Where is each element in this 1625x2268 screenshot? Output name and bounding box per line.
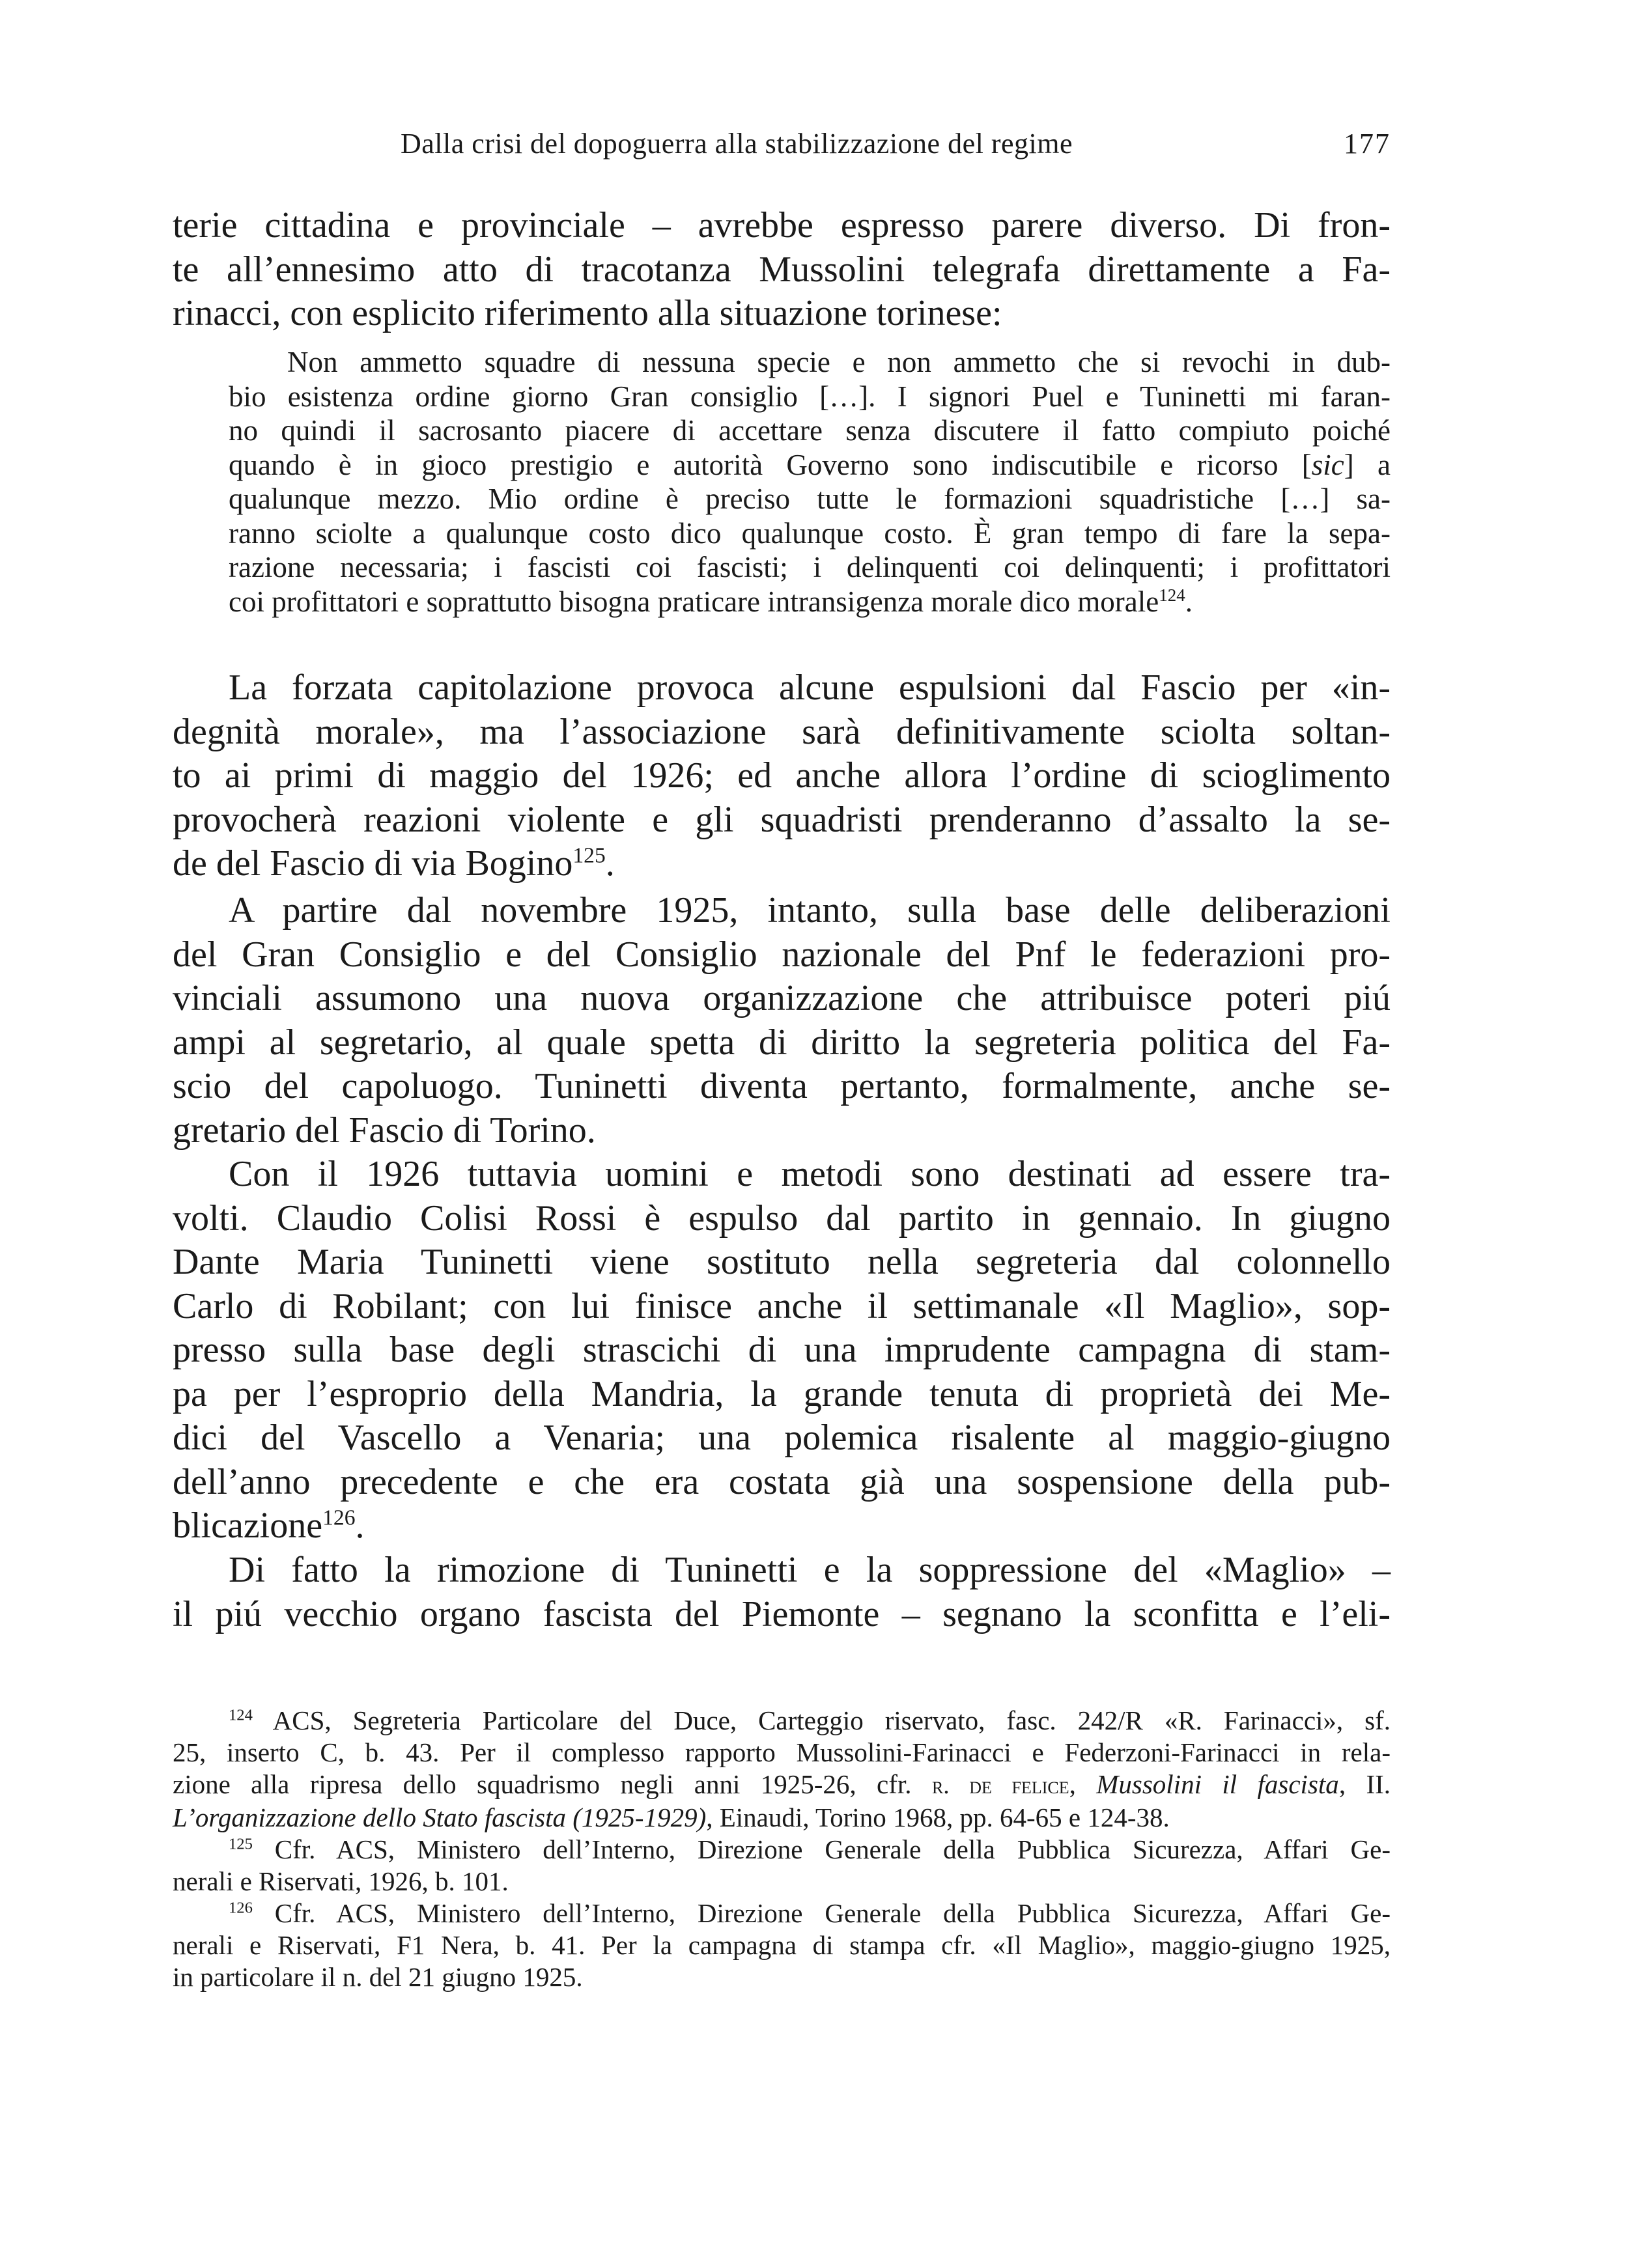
quote-line: no quindi il sacrosanto piacere di accettare senza discutere il fatto compiuto poiché bbox=[229, 414, 1391, 447]
footnote-line: 25, inserto C, b. 43. Per il complesso rapporto Mussolini-Farinacci e Federzoni-Farinacci in rela- bbox=[173, 1737, 1391, 1767]
footnote-line bbox=[173, 1834, 1391, 1866]
text-line: ampi al segretario, al quale spetta di diritto la segreteria politica del Fa- bbox=[173, 1022, 1391, 1063]
text-line: provocherà reazioni violente e gli squadristi prenderanno d’assalto la se- bbox=[173, 799, 1391, 840]
footnote-text: zione alla ripresa dello squadrismo negli anni 1925-26, cfr. bbox=[173, 1769, 912, 1799]
footnote-126 bbox=[173, 1897, 1391, 1993]
footnote-title: L’organizzazione dello Stato fascista (1925-1929) bbox=[173, 1802, 707, 1832]
text-line: dici del Vascello a Venaria; una polemica risalente al maggio-giugno bbox=[173, 1418, 1391, 1458]
text-line: de del Fascio di via Bogino$^{125}$. bbox=[173, 843, 615, 884]
text-line: rinacci, con esplicito riferimento alla situazione torinese: bbox=[173, 293, 1002, 333]
text-line: pa per l’esproprio della Mandria, la grande tenuta di proprietà dei Me- bbox=[173, 1373, 1391, 1414]
text-line: vinciali assumono una nuova organizzazione che attribuisce poteri piú bbox=[173, 978, 1391, 1018]
text-line: gretario del Fascio di Torino. bbox=[173, 1110, 596, 1151]
footnote-author: r. de felice bbox=[931, 1772, 1069, 1799]
para3-last-text: blicazione bbox=[173, 1505, 323, 1546]
quote-line: ranno sciolte a qualunque costo dico qualunque costo. È gran tempo di fare la sepa- bbox=[229, 516, 1391, 550]
text-line: il piú vecchio organo fascista del Piemonte – segnano la sconfitta e l’eli- bbox=[173, 1593, 1391, 1634]
quote-line: qualunque mezzo. Mio ordine è preciso tutte le formazioni squadristiche […] sa- bbox=[229, 483, 1391, 515]
text-line: presso sulla base degli strascichi di una imprudente campagna di stam- bbox=[173, 1330, 1391, 1370]
text-line: degnità morale», ma l’associazione sarà definitivamente sciolta soltan- bbox=[173, 711, 1391, 752]
footnote-number: 124 bbox=[229, 1706, 253, 1724]
footnote-line bbox=[173, 1897, 1391, 1929]
footnote-line bbox=[173, 1769, 1391, 1802]
footnote-title: Mussolini il fascista bbox=[1096, 1769, 1339, 1799]
text-line: terie cittadina e provinciale – avrebbe espresso parere diverso. Di fron- bbox=[173, 205, 1391, 245]
footnote-text: , bbox=[1069, 1769, 1076, 1799]
text-line: Carlo di Robilant; con lui finisce anche il settimanale «Il Maglio», sop- bbox=[173, 1285, 1391, 1326]
text-line: Dante Maria Tuninetti viene sostituto nella segreteria dal colonnello bbox=[173, 1242, 1391, 1282]
footnote-line: nerali e Riservati, F1 Nera, b. 41. Per la campagna di stampa cfr. «Il Maglio», maggio-giugno 1925, bbox=[173, 1930, 1391, 1960]
text-line: te all’ennesimo atto di tracotanza Mussolini telegrafa direttamente a Fa- bbox=[173, 249, 1391, 290]
quote-line: Non ammetto squadre di nessuna specie e non ammetto che si revochi in dub- bbox=[287, 346, 1391, 378]
footnote-line bbox=[173, 1705, 1391, 1737]
quote-line: coi profittatori e soprattutto bisogna praticare intransigenza morale dico morale$^{124}$. bbox=[229, 585, 1193, 618]
footnote-line: in particolare il n. del 21 giugno 1925. bbox=[173, 1962, 583, 1992]
text-line: A partire dal novembre 1925, intanto, sulla base delle deliberazioni bbox=[229, 890, 1391, 931]
text-line: volti. Claudio Colisi Rossi è espulso dal partito in gennaio. In giugno bbox=[173, 1197, 1391, 1239]
running-header bbox=[173, 127, 1391, 179]
paragraph-intro bbox=[173, 204, 1391, 336]
page-number: 177 bbox=[1344, 128, 1391, 160]
footnote-text: Cfr. ACS, Ministero dell’Interno, Direzione Generale della Pubblica Sicurezza, Affari Ge- bbox=[274, 1834, 1391, 1864]
footnotes bbox=[173, 1705, 1391, 1993]
footnote-ref: 125 bbox=[572, 843, 606, 868]
text-line: dell’anno precedente e che era costata già una sospensione della pub- bbox=[173, 1461, 1391, 1502]
footnote-text: , II. bbox=[1338, 1769, 1391, 1799]
quote-last-text: coi profittatori e soprattutto bisogna praticare intransigenza morale dico morale bbox=[229, 585, 1159, 618]
running-title: Dalla crisi del dopoguerra alla stabilizzazione del regime bbox=[401, 128, 1073, 160]
paragraph-3 bbox=[173, 1153, 1391, 1548]
footnote-number: 126 bbox=[229, 1899, 253, 1917]
quote-line: razione necessaria; i fascisti coi fascisti; i delinquenti coi delinquenti; i profittatori bbox=[229, 551, 1391, 583]
block-quote bbox=[173, 345, 1391, 619]
text-line: scio del capoluogo. Tuninetti diventa pertanto, formalmente, anche se- bbox=[173, 1066, 1391, 1106]
paragraph-2 bbox=[173, 889, 1391, 1153]
quote-line: quando è in gioco prestigio e autorità Governo sono indiscutibile e ricorso [sic] a bbox=[229, 448, 1391, 481]
text-line: Di fatto la rimozione di Tuninetti e la soppressione del «Maglio» – bbox=[229, 1550, 1391, 1590]
footnote-ref: 126 bbox=[322, 1505, 356, 1530]
footnote-125 bbox=[173, 1834, 1391, 1897]
text-line: del Gran Consiglio e del Consiglio nazionale del Pnf le federazioni pro- bbox=[173, 934, 1391, 975]
footnote-text: Cfr. ACS, Ministero dell’Interno, Direzione Generale della Pubblica Sicurezza, Affari Ge- bbox=[274, 1898, 1391, 1928]
quote-line: bio esistenza ordine giorno Gran consiglio […]. I signori Puel e Tuninetti mi faran- bbox=[229, 380, 1391, 413]
text-line: La forzata capitolazione provoca alcune espulsioni dal Fascio per «in- bbox=[229, 667, 1391, 708]
footnote-line: nerali e Riservati, 1926, b. 101. bbox=[173, 1866, 509, 1896]
footnote-ref: 124 bbox=[1159, 585, 1185, 605]
text-line: to ai primi di maggio del 1926; ed anche allora l’ordine di scioglimento bbox=[173, 755, 1391, 796]
text-line: blicazione$^{126}$. bbox=[173, 1505, 365, 1546]
footnote-text: , Einaudi, Torino 1968, pp. 64-65 e 124-38. bbox=[706, 1802, 1170, 1832]
paragraph-4 bbox=[173, 1548, 1391, 1636]
footnote-124 bbox=[173, 1705, 1391, 1834]
paragraph-1 bbox=[173, 666, 1391, 886]
quote-sic: sic bbox=[1311, 448, 1344, 481]
para1-last-text: de del Fascio di via Bogino bbox=[173, 843, 573, 884]
footnote-number: 125 bbox=[229, 1835, 253, 1853]
footnote-text: ACS, Segreteria Particolare del Duce, Carteggio riservato, fasc. 242/R «R. Farinacci», sf. bbox=[272, 1705, 1391, 1735]
footnote-line bbox=[173, 1802, 1391, 1834]
text-line: Con il 1926 tuttavia uomini e metodi sono destinati ad essere tra- bbox=[229, 1154, 1391, 1194]
